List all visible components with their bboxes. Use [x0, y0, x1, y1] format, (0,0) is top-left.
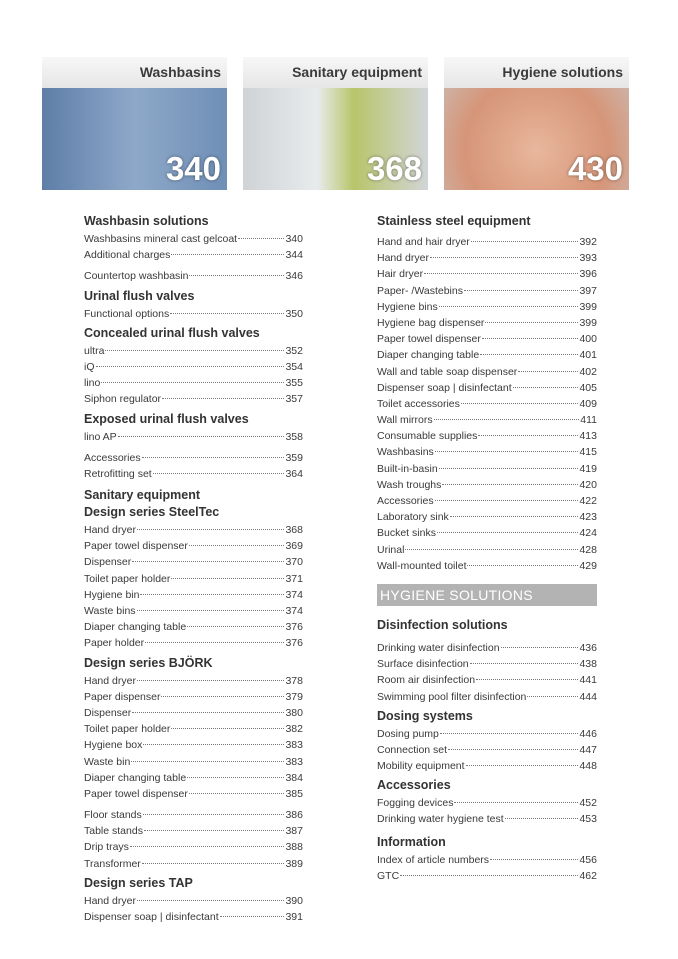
dot-leader — [476, 679, 578, 680]
dot-leader — [101, 382, 284, 383]
toc-entry-page: 397 — [579, 284, 597, 297]
section-heading: Sanitary equipment — [84, 488, 200, 503]
dot-leader — [450, 516, 579, 517]
dot-leader — [189, 275, 284, 276]
section-heading: Urinal flush valves — [84, 288, 195, 303]
dot-leader — [478, 435, 578, 436]
toc-entry-page: 386 — [285, 809, 303, 822]
dot-leader — [189, 793, 285, 794]
dot-leader — [105, 350, 284, 351]
toc-entry-label: Washbasins — [377, 446, 434, 459]
tile-label: Washbasins — [42, 57, 227, 88]
toc-entry-label: Dosing pump — [377, 727, 439, 740]
tile-page-number: 430 — [567, 150, 623, 187]
toc-entry[interactable] — [84, 839, 303, 855]
toc-entry-page: 447 — [579, 743, 597, 756]
dot-leader — [464, 290, 578, 291]
toc-entry-label: Index of article numbers — [377, 853, 490, 866]
toc-entry-page: 370 — [285, 556, 303, 569]
toc-entry[interactable] — [84, 786, 303, 802]
toc-entry-label: Paper holder — [84, 637, 145, 650]
dot-leader — [132, 561, 284, 562]
toc-entry[interactable] — [84, 807, 303, 823]
toc-entry-page: 399 — [579, 316, 597, 329]
toc-entry-label: Washbasins mineral cast gelcoat — [84, 233, 238, 245]
toc-entry-label: Hand dryer — [84, 674, 136, 687]
toc-entry-page: 344 — [285, 249, 303, 262]
toc-entry-page: 438 — [579, 658, 597, 671]
toc-entry-label: Laboratory sink — [377, 511, 449, 524]
toc-entry-label: Siphon regulator — [84, 393, 162, 406]
dot-leader — [171, 254, 284, 255]
toc-entry[interactable] — [84, 619, 303, 635]
toc-entry-label: Wall-mounted toilet — [377, 559, 467, 572]
dot-leader — [143, 744, 284, 745]
toc-entry-page: 374 — [285, 605, 303, 617]
toc-entry[interactable] — [84, 635, 303, 651]
toc-right-column — [377, 214, 597, 884]
toc-entry-page: 402 — [579, 365, 597, 378]
toc-entry-label: Drinking water disinfection — [377, 641, 500, 654]
toc-entry-label: Paper towel dispenser — [377, 333, 481, 346]
sub-heading: Design series TAP — [84, 875, 193, 890]
toc-entry[interactable] — [377, 672, 597, 688]
dot-leader — [461, 403, 579, 404]
toc-entry[interactable] — [84, 689, 303, 705]
dot-leader — [142, 457, 285, 458]
tile-label: Hygiene solutions — [444, 57, 629, 88]
section-heading: Information — [377, 834, 446, 849]
toc-entry-label: Retrofitting set — [84, 467, 152, 480]
toc-entry[interactable] — [377, 396, 597, 412]
toc-entry-page: 380 — [285, 706, 303, 719]
dot-leader — [170, 313, 284, 314]
toc-entry-label: Fogging devices — [377, 797, 454, 810]
toc-entry[interactable] — [84, 770, 303, 786]
toc-entry-label: Dispenser soap | disinfectant — [377, 381, 512, 394]
toc-entry-page: 409 — [579, 397, 597, 410]
toc-entry-label: Hair dryer — [377, 268, 424, 281]
toc-entry-page: 444 — [579, 690, 597, 703]
dot-leader — [161, 696, 284, 697]
dot-leader — [96, 366, 285, 367]
dot-leader — [501, 647, 579, 648]
dot-leader — [437, 532, 579, 533]
dot-leader — [144, 830, 285, 831]
toc-entry-page: 382 — [285, 723, 303, 736]
dot-leader — [238, 238, 284, 239]
toc-entry-label: Wall and table soap dispenser — [377, 365, 518, 378]
toc-entry-label: iQ — [84, 360, 95, 373]
toc-entry-page: 379 — [285, 690, 303, 703]
toc-entry-label: Toilet accessories — [377, 397, 460, 410]
toc-entry-label: Drip trays — [84, 841, 129, 854]
toc-entry-page: 420 — [579, 478, 597, 491]
toc-entry-page: 383 — [285, 739, 303, 752]
tile-page-number: 368 — [366, 150, 422, 187]
toc-entry-label: Functional options — [84, 307, 170, 320]
toc-entry-page: 429 — [579, 559, 597, 572]
toc-entry[interactable] — [84, 231, 303, 247]
toc-entry-label: Hygiene bins — [377, 300, 438, 313]
dot-leader — [480, 354, 578, 355]
toc-entry-label: Dispenser soap | disinfectant — [84, 911, 219, 923]
dot-leader — [137, 900, 285, 901]
toc-entry-page: 400 — [579, 333, 597, 346]
toc-entry[interactable] — [84, 554, 303, 570]
toc-entry[interactable] — [84, 721, 303, 737]
toc-entry-page: 368 — [285, 524, 303, 537]
toc-entry[interactable] — [377, 640, 597, 656]
dot-leader — [137, 680, 285, 681]
toc-entry-label: Connection set — [377, 743, 448, 756]
toc-entry-page: 355 — [285, 377, 303, 390]
toc-entry-page: 391 — [285, 911, 303, 923]
toc-entry-label: Bucket sinks — [377, 527, 436, 540]
toc-entry-label: Hygiene bag dispenser — [377, 316, 485, 329]
dot-leader — [434, 419, 580, 420]
toc-entry-page: 364 — [285, 467, 303, 480]
toc-entry[interactable] — [84, 522, 303, 538]
dot-leader — [220, 916, 285, 917]
toc-entry-page: 413 — [579, 430, 597, 443]
toc-entry[interactable] — [84, 587, 303, 603]
toc-entry[interactable] — [84, 450, 303, 466]
toc-entry[interactable] — [84, 705, 303, 721]
section-heading: Concealed urinal flush valves — [84, 325, 260, 340]
toc-entry-page: 446 — [579, 727, 597, 740]
toc-entry-page: 352 — [285, 344, 303, 357]
toc-entry-label: Wall mirrors — [377, 414, 433, 427]
toc-entry-label: Hygiene box — [84, 739, 143, 752]
toc-entry-page: 383 — [285, 755, 303, 768]
toc-entry[interactable] — [84, 268, 303, 284]
tile-washbasins[interactable] — [42, 57, 227, 190]
dot-leader — [171, 728, 284, 729]
toc-entry[interactable] — [84, 247, 303, 263]
toc-entry[interactable] — [84, 823, 303, 839]
dot-leader — [435, 451, 579, 452]
toc-entry-page: 401 — [579, 349, 597, 362]
toc-entry[interactable] — [377, 283, 597, 299]
dot-leader — [470, 663, 579, 664]
dot-leader — [439, 306, 579, 307]
dot-leader — [142, 863, 285, 864]
dot-leader — [145, 642, 284, 643]
toc-entry[interactable] — [84, 856, 303, 872]
toc-entry-label: Paper dispenser — [84, 690, 161, 703]
toc-entry-page: 399 — [579, 300, 597, 313]
toc-entry-page: 374 — [285, 588, 303, 601]
dot-leader — [187, 626, 284, 627]
toc-entry-page: 388 — [285, 841, 303, 854]
dot-leader — [153, 473, 285, 474]
toc-entry-label: Hand dryer — [84, 894, 136, 907]
toc-entry-label: Diaper changing table — [84, 771, 187, 784]
dot-leader — [527, 696, 578, 697]
toc-entry[interactable] — [84, 673, 303, 689]
toc-entry[interactable] — [84, 375, 303, 391]
toc-entry-page: 346 — [285, 270, 303, 283]
dot-leader — [466, 765, 579, 766]
toc-entry[interactable] — [377, 315, 597, 331]
toc-entry[interactable] — [84, 306, 303, 322]
toc-entry[interactable] — [377, 250, 597, 266]
toc-entry[interactable] — [84, 538, 303, 554]
toc-entry-label: Dispenser — [84, 556, 132, 569]
toc-entry-label: ultra — [84, 344, 105, 357]
dot-leader — [448, 749, 578, 750]
toc-entry-page: 462 — [579, 869, 597, 882]
section-heading: Washbasin solutions — [84, 214, 209, 228]
toc-entry-page: 359 — [285, 451, 303, 464]
toc-entry-label: Toilet paper holder — [84, 723, 171, 736]
toc-entry[interactable] — [377, 758, 597, 774]
toc-entry[interactable] — [377, 380, 597, 396]
toc-entry-label: Diaper changing table — [377, 349, 480, 362]
toc-entry[interactable] — [377, 347, 597, 363]
toc-entry-page: 385 — [285, 787, 303, 800]
tile-label: Sanitary equipment — [243, 57, 428, 88]
dot-leader — [505, 818, 579, 819]
toc-entry-page: 350 — [285, 307, 303, 320]
toc-entry-label: Toilet paper holder — [84, 572, 171, 585]
toc-entry-page: 378 — [285, 674, 303, 687]
dot-leader — [189, 545, 285, 546]
toc-entry-label: Urinal — [377, 543, 405, 556]
toc-entry[interactable] — [84, 571, 303, 587]
toc-entry[interactable] — [377, 742, 597, 758]
toc-entry-page: 371 — [285, 572, 303, 585]
hygiene-solutions-band: HYGIENE SOLUTIONS — [377, 584, 597, 606]
dot-leader — [130, 846, 285, 847]
toc-entry[interactable] — [377, 795, 597, 811]
toc-entry[interactable] — [377, 477, 597, 493]
toc-entry[interactable] — [377, 726, 597, 742]
dot-leader — [187, 777, 284, 778]
dot-leader — [435, 500, 579, 501]
toc-entry-label: Drinking water hygiene test — [377, 813, 504, 826]
toc-entry-page: 415 — [579, 446, 597, 459]
toc-entry-label: Accessories — [377, 495, 434, 507]
dot-leader — [171, 578, 284, 579]
toc-entry[interactable] — [377, 868, 597, 884]
section-heading: Exposed urinal flush valves — [84, 411, 249, 426]
tile-page-number: 340 — [165, 150, 221, 187]
dot-leader — [471, 241, 579, 242]
toc-left-column — [84, 214, 303, 925]
toc-entry[interactable] — [84, 466, 303, 482]
toc-entry-label: Surface disinfection — [377, 658, 469, 671]
dot-leader — [454, 802, 578, 803]
toc-entry[interactable] — [377, 428, 597, 444]
toc-entry-page: 452 — [579, 797, 597, 810]
section-heading: Stainless steel equipment — [377, 214, 531, 228]
toc-entry-label: Paper towel dispenser — [84, 540, 188, 553]
toc-entry-page: 369 — [285, 540, 303, 553]
dot-leader — [137, 529, 285, 530]
toc-entry[interactable] — [84, 754, 303, 770]
toc-entry[interactable] — [377, 444, 597, 460]
toc-entry[interactable] — [377, 558, 597, 574]
toc-entry-page: 392 — [579, 236, 597, 248]
toc-entry[interactable] — [377, 542, 597, 558]
toc-entry-label: Built-in-basin — [377, 462, 438, 475]
toc-entry-page: 424 — [579, 527, 597, 540]
toc-entry-page: 376 — [285, 621, 303, 634]
dot-leader — [424, 273, 578, 274]
dot-leader — [137, 610, 285, 611]
dot-leader — [490, 859, 578, 860]
toc-entry-label: Room air disinfection — [377, 674, 476, 687]
dot-leader — [440, 733, 579, 734]
dot-leader — [400, 875, 578, 876]
toc-entry[interactable] — [377, 493, 597, 509]
dot-leader — [132, 712, 284, 713]
toc-entry-label: Additional charges — [84, 249, 171, 262]
toc-entry-label: Waste bins — [84, 605, 136, 617]
toc-entry[interactable] — [84, 429, 303, 445]
toc-entry[interactable] — [84, 909, 303, 925]
toc-entry[interactable] — [377, 852, 597, 868]
toc-entry-page: 376 — [285, 637, 303, 650]
toc-entry[interactable] — [377, 509, 597, 525]
toc-entry-label: Countertop washbasin — [84, 270, 189, 283]
toc-entry-label: Accessories — [84, 451, 141, 464]
toc-entry-label: Waste bin — [84, 755, 131, 768]
dot-leader — [439, 468, 579, 469]
toc-entry-page: 419 — [579, 462, 597, 475]
toc-entry[interactable] — [377, 266, 597, 282]
toc-entry[interactable] — [377, 234, 597, 250]
toc-entry-label: Floor stands — [84, 809, 142, 822]
toc-entry[interactable] — [377, 364, 597, 380]
toc-entry-page: 423 — [579, 511, 597, 524]
toc-entry[interactable] — [377, 525, 597, 541]
dot-leader — [430, 257, 579, 258]
toc-entry-label: Hand dryer — [377, 252, 429, 265]
dot-leader — [482, 338, 579, 339]
toc-entry-page: 390 — [285, 894, 303, 907]
toc-entry-page: 358 — [285, 430, 303, 443]
toc-entry-page: 389 — [285, 857, 303, 870]
toc-entry-label: Paper towel dispenser — [84, 787, 188, 800]
toc-entry-label: Diaper changing table — [84, 621, 187, 634]
toc-entry-label: Transformer — [84, 857, 141, 870]
toc-entry-page: 393 — [579, 252, 597, 265]
toc-entry[interactable] — [377, 656, 597, 672]
toc-entry[interactable] — [84, 391, 303, 407]
section-heading: Dosing systems — [377, 708, 473, 723]
toc-entry-page: 448 — [579, 760, 597, 773]
toc-entry-page: 456 — [579, 853, 597, 866]
toc-entry[interactable] — [84, 603, 303, 619]
dot-leader — [140, 594, 284, 595]
toc-entry-page: 441 — [579, 674, 597, 687]
toc-entry[interactable] — [84, 893, 303, 909]
toc-entry[interactable] — [377, 811, 597, 827]
section-heading: Accessories — [377, 778, 451, 793]
toc-entry-page: 436 — [579, 641, 597, 654]
toc-entry-label: Dispenser — [84, 706, 132, 719]
toc-entry-label: GTC — [377, 869, 400, 882]
toc-entry-label: lino — [84, 377, 101, 390]
dot-leader — [467, 565, 578, 566]
sub-heading: Design series SteelTec — [84, 505, 220, 520]
toc-entry-label: Wash troughs — [377, 478, 442, 491]
toc-entry[interactable] — [84, 737, 303, 753]
toc-entry-label: Consumable supplies — [377, 430, 478, 443]
toc-entry[interactable] — [377, 461, 597, 477]
toc-entry-page: 384 — [285, 771, 303, 784]
toc-entry-label: Hygiene bin — [84, 588, 140, 601]
section-heading: Disinfection solutions — [377, 617, 508, 632]
toc-entry[interactable] — [84, 359, 303, 375]
dot-leader — [513, 387, 579, 388]
dot-leader — [162, 398, 284, 399]
toc-entry-label: lino AP — [84, 430, 117, 443]
dot-leader — [131, 761, 284, 762]
toc-entry[interactable] — [377, 412, 597, 428]
toc-entry-page: 453 — [579, 813, 597, 826]
dot-leader — [118, 436, 285, 437]
toc-entry-page: 357 — [285, 393, 303, 406]
tile-sanitary-equipment[interactable] — [243, 57, 428, 190]
toc-entry-page: 387 — [285, 825, 303, 838]
sub-heading: Design series BJÖRK — [84, 655, 213, 670]
dot-leader — [143, 814, 285, 815]
toc-entry-label: Table stands — [84, 825, 143, 838]
toc-entry-page: 422 — [579, 495, 597, 507]
toc-entry-page: 396 — [579, 268, 597, 281]
toc-entry[interactable] — [84, 343, 303, 359]
tile-hygiene-solutions[interactable] — [444, 57, 629, 190]
toc-entry-page: 411 — [580, 414, 597, 427]
toc-entry[interactable] — [377, 299, 597, 315]
toc-entry-label: Swimming pool filter disinfection — [377, 690, 527, 703]
toc-entry-label: Hand and hair dryer — [377, 236, 470, 248]
toc-entry-page: 354 — [285, 360, 303, 373]
toc-entry-label: Hand dryer — [84, 524, 136, 537]
dot-leader — [442, 484, 578, 485]
toc-entry-page: 428 — [579, 543, 597, 556]
dot-leader — [485, 322, 578, 323]
toc-entry[interactable] — [377, 689, 597, 705]
toc-entry[interactable] — [377, 331, 597, 347]
dot-leader — [405, 549, 578, 550]
dot-leader — [518, 371, 578, 372]
toc-entry-page: 340 — [285, 233, 303, 245]
toc-entry-label: Mobility equipment — [377, 760, 465, 773]
toc-entry-page: 405 — [579, 381, 597, 394]
toc-entry-label: Paper- /Wastebins — [377, 284, 463, 297]
